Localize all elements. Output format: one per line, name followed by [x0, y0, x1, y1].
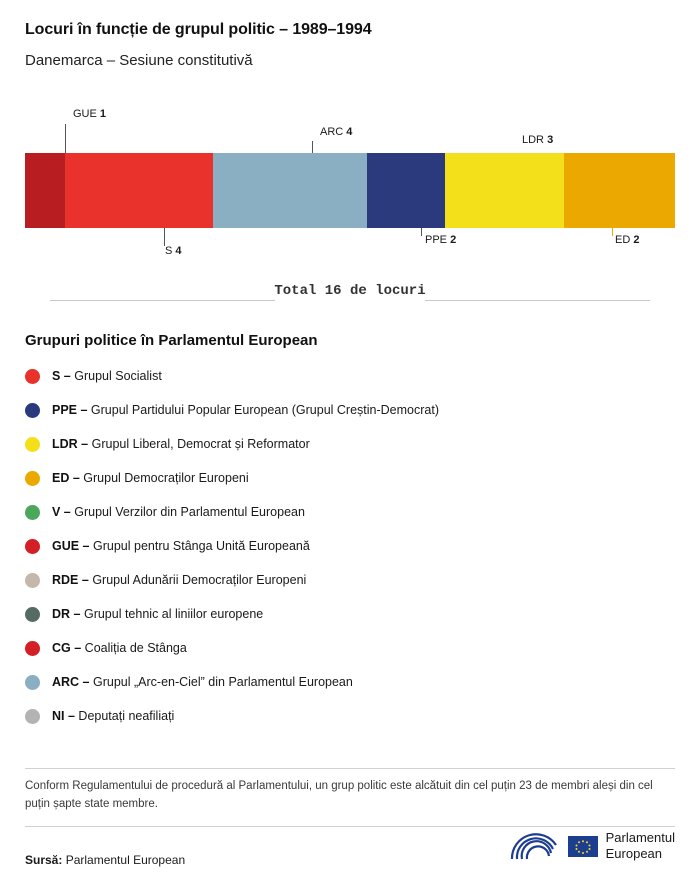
legend-color-dot-icon — [25, 539, 40, 554]
stacked-bar — [25, 153, 675, 228]
legend-color-dot-icon — [25, 471, 40, 486]
legend-color-dot-icon — [25, 607, 40, 622]
legend-item-code: GUE – — [52, 539, 90, 554]
ep-logo-text — [606, 830, 675, 861]
page-title: Locuri în funcție de grupul politic – 1989–1994 — [25, 21, 372, 38]
seats-bar-chart — [25, 108, 675, 258]
annotation-ed-code: ED — [615, 234, 631, 247]
annotation-arc-tick — [312, 141, 313, 153]
total-row — [25, 280, 675, 320]
legend-item-rde[interactable] — [25, 563, 675, 597]
legend-item-code: V – — [52, 505, 71, 520]
legend-item-label: Grupul Liberal, Democrat și Reformator — [91, 437, 310, 452]
legend-item-ni[interactable] — [25, 699, 675, 733]
bar-segment-ldr[interactable] — [445, 153, 564, 228]
legend-color-dot-icon — [25, 573, 40, 588]
legend-color-dot-icon — [25, 369, 40, 384]
ep-logo-line2: European — [605, 846, 663, 861]
footnote-text: Conform Regulamentului de procedură al Parlamentului, un grup politic este alcătuit din cel puțin 23 de membri aleși din cel puțin șapte state membre. — [25, 780, 653, 810]
legend-item-v[interactable] — [25, 495, 675, 529]
legend-item-cg[interactable] — [25, 631, 675, 665]
annotation-ppe — [425, 234, 456, 246]
legend-item-label: Grupul Socialist — [74, 369, 162, 384]
bar-segment-s[interactable] — [65, 153, 213, 228]
annotation-s — [165, 245, 182, 257]
source-divider — [25, 826, 675, 827]
legend-item-label: Coaliția de Stânga — [84, 641, 187, 656]
legend-color-dot-icon — [25, 505, 40, 520]
legend-item-code: PPE – — [52, 403, 88, 418]
annotation-ppe-tick — [421, 228, 422, 236]
annotation-gue — [73, 108, 106, 120]
legend-color-dot-icon — [25, 675, 40, 690]
legend-item-code: ARC – — [52, 675, 90, 690]
parliament-hemicycle-icon — [508, 829, 560, 863]
legend-item-code: S – — [52, 369, 71, 384]
legend-color-dot-icon — [25, 437, 40, 452]
legend-item-ldr[interactable] — [25, 427, 675, 461]
legend-list — [25, 359, 675, 733]
legend-item-label: Grupul pentru Stânga Unită Europeană — [93, 539, 310, 554]
legend-item-code: ED – — [52, 471, 80, 486]
legend-item-label: Grupul „Arc-en-Ciel” din Parlamentul European — [93, 675, 353, 690]
legend-item-arc[interactable] — [25, 665, 675, 699]
ep-logo — [508, 829, 675, 863]
annotation-ldr — [522, 134, 553, 146]
annotation-ppe-code: PPE — [425, 234, 448, 247]
footnote-divider — [25, 768, 675, 769]
legend-item-gue[interactable] — [25, 529, 675, 563]
legend-color-dot-icon — [25, 709, 40, 724]
legend-item-dr[interactable] — [25, 597, 675, 631]
legend-item-code: NI – — [52, 709, 75, 724]
ep-logo-line1: Parlamentul — [605, 830, 675, 846]
eu-flag-icon — [568, 836, 598, 857]
annotation-ldr-code: LDR — [522, 134, 545, 147]
annotation-ppe-value: 2 — [450, 234, 457, 247]
legend-item-ppe[interactable] — [25, 393, 675, 427]
legend-item-code: DR – — [52, 607, 81, 622]
annotation-arc-code: ARC — [320, 126, 344, 139]
legend-item-label: Deputați neafiliați — [78, 709, 175, 724]
annotation-arc — [320, 126, 352, 138]
annotation-arc-value: 4 — [346, 126, 353, 139]
annotation-ldr-value: 3 — [547, 134, 554, 147]
annotation-ed-value: 2 — [633, 234, 640, 247]
annotation-ed-tick — [612, 228, 613, 236]
annotation-gue-tick — [65, 124, 66, 153]
legend-item-ed[interactable] — [25, 461, 675, 495]
total-label: Total 16 de locuri — [274, 283, 426, 300]
legend-color-dot-icon — [25, 403, 40, 418]
bar-segment-ppe[interactable] — [367, 153, 445, 228]
annotation-s-value: 4 — [175, 245, 182, 258]
legend-item-label: Grupul tehnic al liniilor europene — [83, 607, 264, 622]
legend-item-label: Grupul Democraților Europeni — [83, 471, 249, 486]
source-label: Sursă: — [25, 853, 63, 867]
legend-item-label: Grupul Adunării Democraților Europeni — [92, 573, 307, 588]
legend-item-code: CG – — [52, 641, 82, 656]
annotation-ed — [615, 234, 639, 246]
legend-item-label: Grupul Partidului Popular European (Grupul Creștin-Democrat) — [90, 403, 439, 418]
source-value: Parlamentul European — [65, 853, 186, 867]
bar-segment-gue[interactable] — [25, 153, 65, 228]
bar-segment-ed[interactable] — [564, 153, 675, 228]
legend-item-code: LDR – — [52, 437, 89, 452]
source-line — [25, 853, 185, 867]
legend-item-label: Grupul Verzilor din Parlamentul European — [74, 505, 305, 520]
annotation-gue-value: 1 — [99, 108, 107, 121]
legend-title: Grupuri politice în Parlamentul European — [25, 332, 318, 350]
bar-segment-arc[interactable] — [213, 153, 367, 228]
annotation-s-tick — [164, 228, 165, 246]
page-subtitle: Danemarca – Sesiune constitutivă — [25, 51, 253, 69]
legend-item-s[interactable] — [25, 359, 675, 393]
annotation-gue-code: GUE — [73, 108, 97, 121]
legend-item-code: RDE – — [52, 573, 89, 588]
legend-color-dot-icon — [25, 641, 40, 656]
annotation-s-code: S — [165, 245, 173, 258]
